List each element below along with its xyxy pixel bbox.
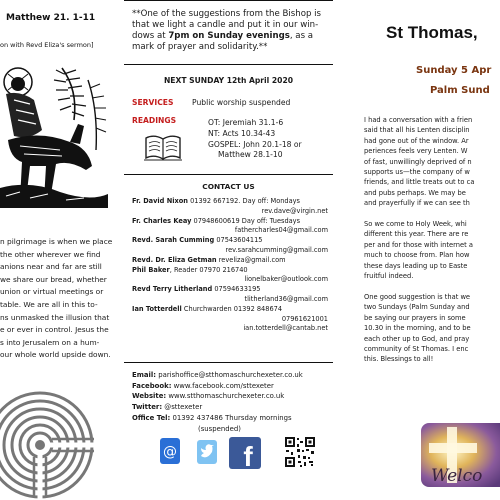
intro-line-end: , as a: [289, 31, 314, 41]
parish-links: [132, 370, 328, 434]
contact-email[interactable]: tlitherland36@gmail.com: [244, 294, 328, 303]
paragraph-line: anions near and far are still: [0, 262, 102, 272]
reading-gospel: GOSPEL: John 20.1-18 or: [208, 139, 302, 149]
body-line: One good suggestion is that we: [364, 292, 471, 301]
body-line: I had a conversation with a frien: [364, 116, 473, 124]
contact-row: [132, 266, 328, 276]
divider: [124, 174, 333, 175]
paragraph-line: union or virtual meetings or: [0, 287, 104, 297]
readings-list: [208, 118, 302, 161]
body-line: periences feels very Lenten. W: [364, 147, 468, 156]
intro-line: that we light a candle and put it in our win-: [132, 20, 319, 30]
contact-email[interactable]: lionelbaker@outlook.com: [244, 275, 328, 284]
svg-text:@: @: [163, 444, 177, 460]
website-link[interactable]: www.stthomaschurchexeter.co.uk: [168, 392, 285, 401]
top-divider: [124, 0, 333, 1]
body-line: and pubs perhaps. We may be: [364, 188, 466, 197]
letter-body: [364, 115, 500, 365]
contact-name: Revd. Dr. Eliza Getman: [132, 255, 217, 264]
pilgrimage-paragraph: [0, 236, 118, 362]
paragraph-gap: [364, 281, 500, 291]
paragraph-line: e or ever in control. Jesus the: [0, 325, 109, 335]
contact-row: [132, 305, 328, 315]
website-row: [132, 391, 328, 402]
qr-code-icon[interactable]: [284, 436, 316, 468]
contact-row: [132, 217, 328, 227]
contact-name: Fr. Charles Keay: [132, 216, 192, 225]
contact-detail: 01392 667192. Day off: Mondays: [190, 197, 300, 205]
body-line: be saying our prayers in some: [364, 313, 466, 322]
office-label: Office Tel:: [132, 413, 171, 422]
paragraph-line: our whole world upside down.: [0, 350, 111, 360]
contacts-heading: CONTACT US: [202, 182, 255, 191]
twitter-row: [132, 402, 328, 413]
services-label: SERVICES: [132, 98, 174, 107]
contact-detail: 07594633195: [214, 285, 261, 294]
body-line: different this year. There are re: [364, 230, 469, 239]
contact-name: Phil Baker: [132, 265, 170, 274]
next-sunday-heading: NEXT SUNDAY 12th April 2020: [163, 76, 294, 85]
open-book-icon: [144, 132, 182, 162]
paragraph-line: ns unmasked the illusion that: [0, 312, 110, 322]
facebook-label: Facebook:: [132, 381, 172, 390]
contact-phone: 07961621001: [281, 314, 328, 323]
body-line: supports us—the company of w: [364, 168, 470, 177]
facebook-icon[interactable]: [228, 436, 262, 470]
body-line: 10.30 in the morning, and to be: [364, 324, 471, 333]
paragraph-line: the other wherever we find: [0, 249, 101, 259]
facebook-row: [132, 381, 328, 392]
social-icons-row: [124, 436, 333, 472]
intro-line-start: dows at: [132, 31, 169, 41]
paragraph-line: table. We are all in this to-: [0, 299, 98, 309]
intro-line: mark of prayer and solidarity.**: [132, 42, 268, 52]
palm-sunday-heading: Palm Sund: [430, 85, 490, 96]
body-line: community of St Thomas. I enc: [364, 344, 469, 353]
right-panel: [364, 0, 500, 500]
contact-name: Ian Totterdell: [132, 304, 182, 313]
email-row: [132, 370, 328, 381]
email-icon[interactable]: [158, 436, 182, 468]
contact-row: [132, 236, 328, 246]
date-heading: Sunday 5 Apr: [416, 65, 492, 76]
welcome-cross-image: [421, 423, 500, 487]
reading-nt: NT: Acts 10.34-43: [208, 128, 276, 138]
twitter-label: Twitter:: [132, 403, 163, 412]
paragraph-gap: [364, 209, 500, 219]
body-line: much to choose from. Plan how: [364, 251, 470, 260]
gospel-heading: Matthew 21. 1-11: [6, 13, 96, 23]
contact-name: Fr. David Nixon: [132, 197, 188, 205]
welcome-text: Welco: [431, 466, 483, 486]
readings-label: READINGS: [132, 116, 177, 125]
middle-panel: [124, 0, 333, 500]
contact-email[interactable]: rev.sarahcumming@gmail.com: [225, 245, 328, 254]
body-line: said that all his Lenten disciplin: [364, 126, 470, 135]
office-phone: 01392 437486 Thursday mornings: [172, 413, 292, 422]
contact-detail: 07543604115: [216, 236, 263, 245]
contacts-list: [132, 197, 328, 334]
paragraph-line: n pilgrimage is when we place: [0, 237, 113, 246]
svg-text:f: f: [243, 441, 253, 470]
contact-row: [132, 285, 328, 295]
body-line: each other up to God, and pray: [364, 334, 470, 343]
church-title: St Thomas,: [386, 23, 478, 42]
palm-sunday-woodcut-illustration: [0, 60, 108, 208]
contact-detail: Churchwarden 01392 848674: [183, 304, 283, 313]
email-label: Email:: [132, 371, 157, 379]
reading-gospel-alt: Matthew 28.1-10: [218, 150, 283, 160]
contact-email[interactable]: reveliza@gmail.com: [218, 255, 286, 264]
twitter-bird-icon[interactable]: [196, 436, 218, 468]
paragraph-line: we share our bread, whether: [0, 274, 107, 284]
body-line: friends, and little treats out to ca: [364, 178, 475, 187]
reading-ot: OT: Jeremiah 31.1-6: [208, 118, 284, 127]
left-panel: [0, 0, 118, 500]
contact-email[interactable]: rev.dave@virgin.net: [261, 206, 328, 215]
labyrinth-image: [0, 383, 96, 500]
divider: [124, 362, 333, 363]
paragraph-line: s into Jerusalem on a hum-: [0, 337, 100, 347]
contact-name: Revd Terry Litherland: [132, 285, 213, 294]
office-note: (suspended): [198, 424, 241, 433]
body-line: two Sundays (Palm Sunday and: [364, 303, 470, 312]
body-line: per and for those with internet a: [364, 240, 473, 249]
body-line: had gone out of the window. Ar: [364, 136, 469, 145]
sermon-subheading: on with Revd Eliza's sermon]: [0, 41, 94, 49]
facebook-link[interactable]: www.facebook.com/sttexeter: [173, 381, 274, 390]
bishop-suggestion: [132, 9, 330, 53]
contact-detail: , Reader 07970 216740: [169, 265, 248, 274]
body-line: these days leading up to Easte: [364, 261, 468, 270]
intro-emphasis: 7pm on Sunday evenings: [168, 31, 290, 41]
website-label: Website:: [132, 392, 167, 401]
body-line: fruitful indeed.: [364, 272, 414, 281]
body-line: So we come to Holy Week, whi: [364, 220, 467, 229]
office-row: [132, 413, 328, 424]
email-link[interactable]: parishoffice@stthomaschurchexeter.co.uk: [158, 371, 303, 379]
twitter-handle[interactable]: @sttexeter: [164, 403, 203, 412]
contact-row: [132, 256, 328, 266]
intro-line: **One of the suggestions from the Bishop is: [132, 9, 322, 19]
divider: [124, 64, 333, 65]
body-line: and prayerfully if we can see th: [364, 199, 470, 208]
contact-row: [132, 197, 328, 207]
intro-line: [132, 31, 330, 42]
contact-email[interactable]: ian.totterdell@cantab.net: [243, 324, 328, 333]
body-line: of fast, unwillingly deprived of n: [364, 157, 472, 166]
contact-name: Revd. Sarah Cumming: [132, 236, 215, 245]
body-line: this. Blessings to all!: [364, 355, 434, 364]
services-text: Public worship suspended: [192, 98, 291, 107]
contact-detail: 07948600619 Day off: Tuesdays: [193, 216, 301, 225]
contact-email[interactable]: fathercharles04@gmail.com: [234, 226, 328, 235]
